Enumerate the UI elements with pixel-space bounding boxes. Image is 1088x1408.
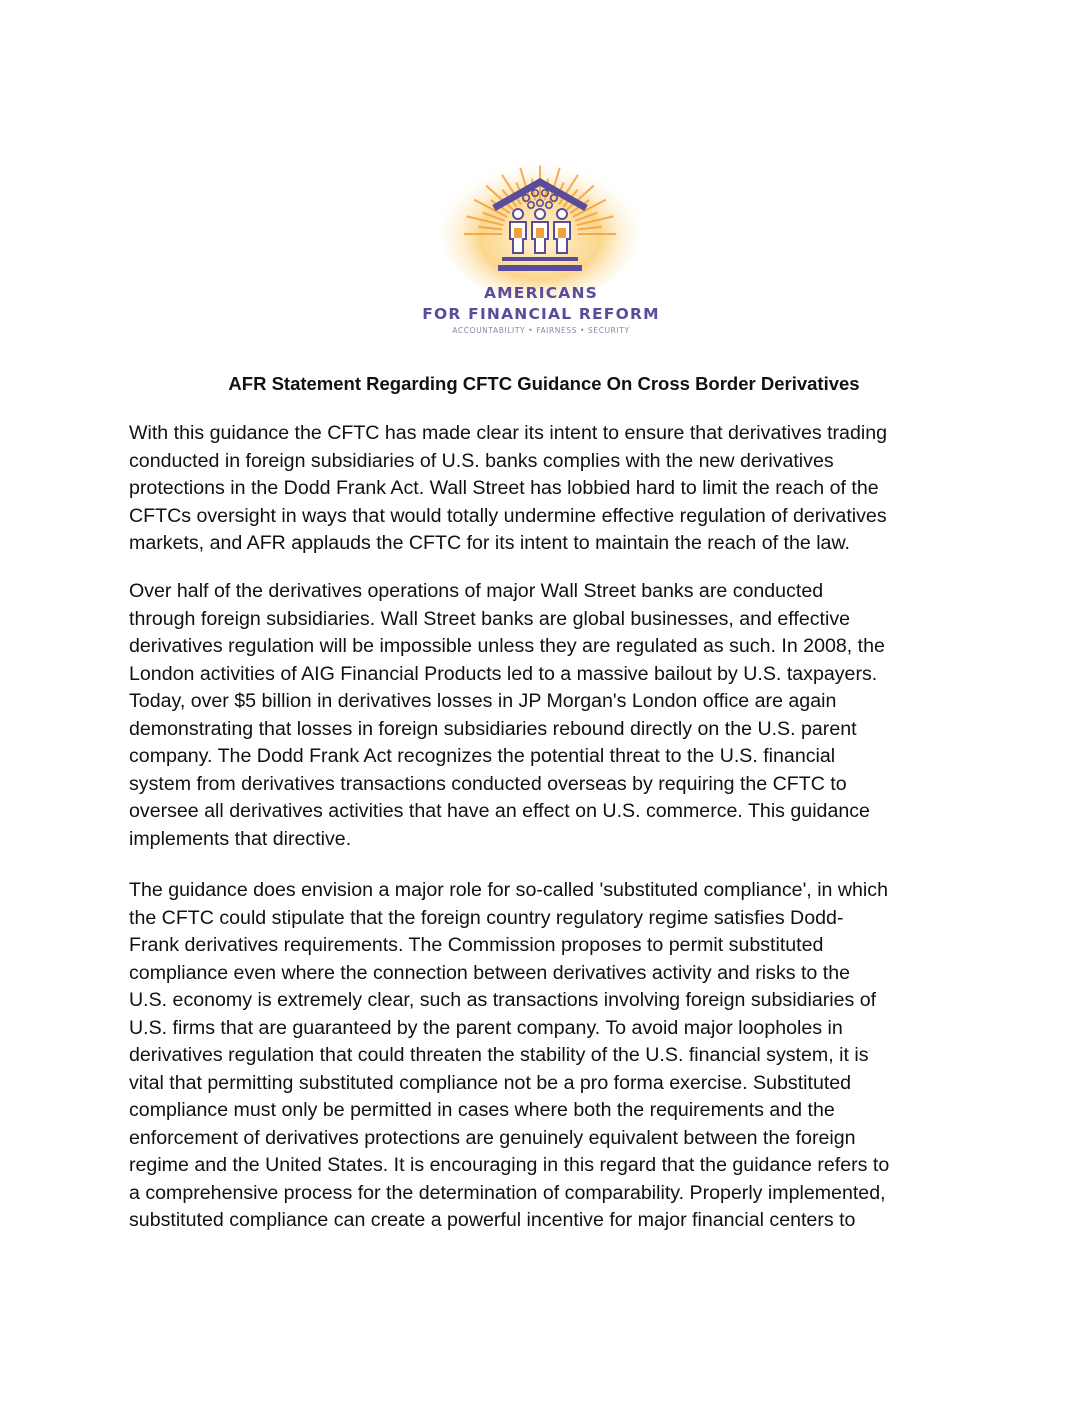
paragraph-line: oversee all derivatives activities that have an effect on U.S. commerce. This guidance [129, 800, 870, 822]
paragraph-line: The guidance does envision a major role for so-called 'substituted compliance', in which [129, 879, 888, 901]
paragraph-line: demonstrating that losses in foreign subsidiaries rebound directly on the U.S. parent [129, 717, 857, 740]
paragraph-line: compliance must only be permitted in cases where both the requirements and the [129, 1099, 835, 1121]
paragraph-line: vital that permitting substituted compliance not be a pro forma exercise. Substituted [129, 1071, 852, 1094]
org-tagline: ACCOUNTABILITY • FAIRNESS • SECURITY [452, 326, 630, 335]
paragraph-line: company. The Dodd Frank Act recognizes the potential threat to the U.S. financial [129, 745, 836, 767]
paragraph-line: the CFTC could stipulate that the foreign country regulatory regime satisfies Dodd- [129, 906, 844, 929]
body-paragraph [129, 877, 969, 1235]
document-title: AFR Statement Regarding CFTC Guidance On Cross Border Derivatives [228, 373, 860, 394]
paragraph-line: compliance even where the connection between derivatives activity and risks to the [129, 961, 851, 984]
paragraph-line: substituted compliance can create a powerful incentive for major financial centers to [129, 1209, 856, 1231]
paragraph-line: implements that directive. [129, 827, 352, 850]
paragraph-line: a comprehensive process for the determination of comparability. Properly implemented, [129, 1181, 886, 1204]
body-paragraph [129, 578, 969, 853]
paragraph-line: U.S. firms that are guaranteed by the parent company. To avoid major loopholes in [129, 1016, 843, 1039]
paragraph-line: CFTCs oversight in ways that would totally undermine effective regulation of derivatives [129, 504, 887, 527]
paragraph-line: Over half of the derivatives operations of major Wall Street banks are conducted [129, 580, 824, 602]
org-name-line2: FOR FINANCIAL REFORM [422, 305, 660, 323]
org-name-line1: AMERICANS [483, 284, 599, 302]
paragraph-line: London activities of AIG Financial Products led to a massive bailout by U.S. taxpayers. [129, 662, 878, 685]
body-paragraph [129, 420, 969, 558]
paragraph-line: derivatives regulation that could threaten the stability of the U.S. financial system, it is [129, 1044, 869, 1066]
paragraph-line: markets, and AFR applauds the CFTC for its intent to maintain the reach of the law. [129, 532, 850, 554]
paragraph-line: through foreign subsidiaries. Wall Street banks are global businesses, and effective [129, 607, 851, 630]
paragraph-line: derivatives regulation will be impossible unless they are regulated as such. In 2008, the [129, 635, 885, 657]
paragraph-line: Today, over $5 billion in derivatives losses in JP Morgan's London office are again [129, 690, 837, 712]
paragraph-line: conducted in foreign subsidiaries of U.S. banks complies with the new derivatives [129, 449, 834, 472]
paragraph-line: protections in the Dodd Frank Act. Wall Street has lobbied hard to limit the reach of the [129, 477, 879, 499]
paragraph-line: enforcement of derivatives protections are genuinely equivalent between the foreign [129, 1126, 856, 1149]
paragraph-line: regime and the United States. It is encouraging in this regard that the guidance refers to [129, 1154, 890, 1176]
paragraph-line: system from derivatives transactions conducted overseas by requiring the CFTC to [129, 772, 847, 795]
paragraph-line: U.S. economy is extremely clear, such as transactions involving foreign subsidiaries of [129, 989, 877, 1011]
paragraph-line: Frank derivatives requirements. The Commission proposes to permit substituted [129, 934, 824, 956]
paragraph-line: With this guidance the CFTC has made clear its intent to ensure that derivatives trading [129, 422, 887, 444]
